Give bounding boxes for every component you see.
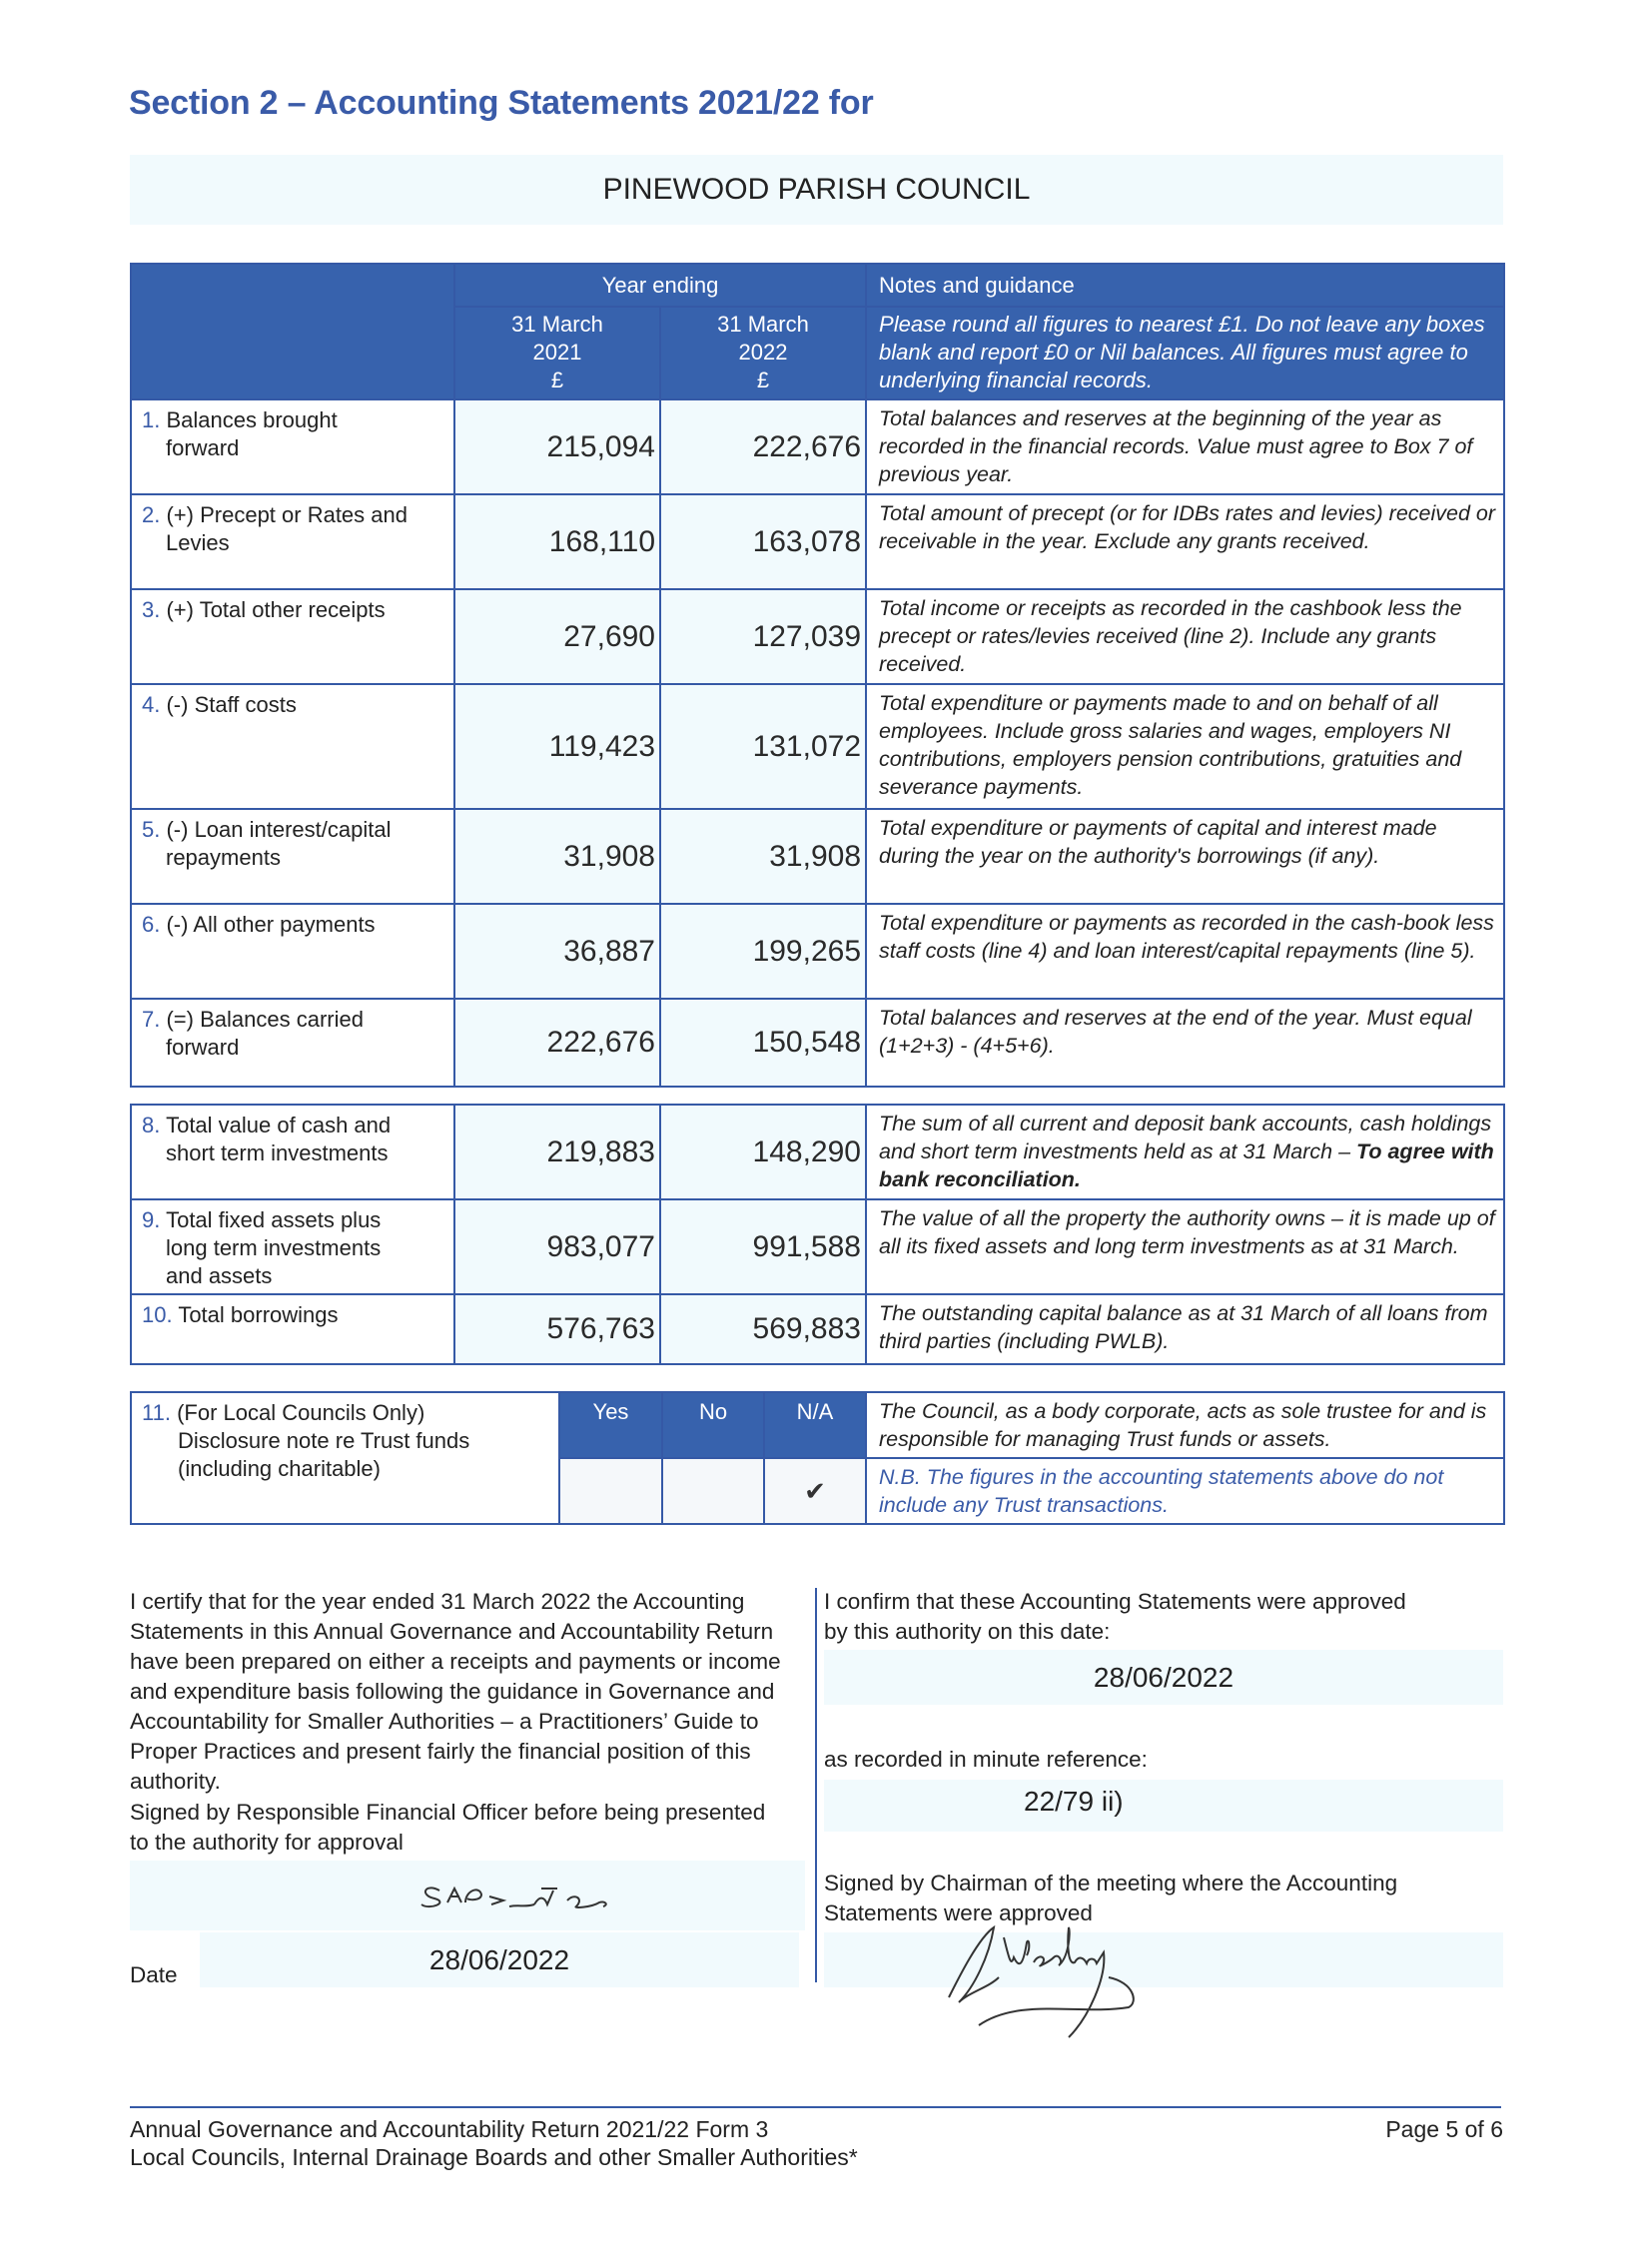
col-2022-header <box>660 307 866 399</box>
row-label-line1: (=) Balances carried <box>166 1007 364 1032</box>
row-label <box>131 399 454 494</box>
row-guidance-note <box>866 684 1504 809</box>
row-label <box>131 589 454 684</box>
value-2021-field[interactable]: 222,676 <box>454 999 660 1087</box>
row-label-line1: (+) Total other receipts <box>166 597 386 622</box>
table-row <box>131 399 1504 494</box>
guidance-header: Please round all figures to nearest £1. Do not leave any boxes blank and report £0 or Nil balances. All figures must agree to underlying financial records. <box>866 307 1504 399</box>
guidance-text: Total expenditure or payments as recorded in the cash-book less staff costs (line 4) and loan interest/capital repayments (line 5). <box>879 911 1494 963</box>
approval-confirm-text: I confirm that these Accounting Statements were approved by this authority on this date: <box>824 1589 1406 1644</box>
row-guidance-note <box>866 589 1504 684</box>
guidance-emphasis: To agree with bank reconciliation. <box>879 1139 1494 1191</box>
rfo-signed-by-text: Signed by Responsible Financial Officer before being presented to the authority for approval <box>130 1800 766 1855</box>
row-number: 3. <box>142 597 161 622</box>
row-label-line2: Levies <box>166 530 230 555</box>
row-number: 4. <box>142 692 161 717</box>
row-label <box>131 494 454 589</box>
value-2021-field[interactable]: 27,690 <box>454 589 660 684</box>
value-2022-field[interactable]: 991,588 <box>660 1199 866 1294</box>
checkmark-icon: ✔ <box>804 1475 826 1506</box>
rfo-date-value: 28/06/2022 <box>428 1943 570 1975</box>
guidance-text: Total amount of precept (or for IDBs rates and levies) received or receivable in the year. Exclude any grants received. <box>879 501 1496 553</box>
row-label-line2: forward <box>166 1035 240 1060</box>
guidance-text: Total balances and reserves at the beginning of the year as recorded in the financial records. Value must agree to Box 7 of previous year. <box>879 406 1473 486</box>
option-no-checkbox[interactable] <box>662 1458 764 1524</box>
col-2022-currency: £ <box>756 368 770 392</box>
trust-label-line2: Disclosure note re Trust funds <box>178 1428 470 1453</box>
authority-name-field <box>130 155 1503 225</box>
column-divider <box>815 1588 817 1982</box>
guidance-text: Total income or receipts as recorded in the cashbook less the precept or rates/levies received (line 2). Include any grants received. <box>879 596 1462 676</box>
row-guidance-note <box>866 1294 1504 1364</box>
row-label <box>131 1294 454 1364</box>
row-number: 9. <box>142 1207 161 1232</box>
rfo-signature-field[interactable] <box>130 1861 805 1930</box>
row-number: 2. <box>142 502 161 527</box>
guidance-text: Total expenditure or payments of capital and interest made during the year on the authority's borrowings (if any). <box>879 816 1437 868</box>
row-number: 6. <box>142 912 161 937</box>
row-label-line3: and assets <box>166 1263 273 1288</box>
rfo-signature-icon <box>130 1861 805 1930</box>
trust-note: The Council, as a body corporate, acts as sole trustee for and is responsible for managing Trust funds or assets. <box>866 1392 1504 1458</box>
table-row <box>131 589 1504 684</box>
page-number: Page 5 of 6 <box>1385 2116 1503 2142</box>
row-label-line2: short term investments <box>166 1140 389 1165</box>
row-number: 8. <box>142 1113 161 1137</box>
trust-nb-note: N.B. The figures in the accounting statements above do not include any Trust transactions. <box>866 1458 1504 1524</box>
table-row <box>131 999 1504 1087</box>
row-label-line1: (-) All other payments <box>166 912 376 937</box>
value-2021-field[interactable]: 119,423 <box>454 684 660 809</box>
value-2021-field[interactable]: 983,077 <box>454 1199 660 1294</box>
row-label <box>131 684 454 809</box>
value-2021-field[interactable]: 31,908 <box>454 809 660 904</box>
row-number: 11. <box>142 1400 171 1425</box>
row-guidance-note <box>866 1199 1504 1294</box>
accounting-statements-table <box>130 263 1505 1088</box>
row-label <box>131 999 454 1087</box>
value-2022-field[interactable]: 163,078 <box>660 494 866 589</box>
chair-signature-icon <box>919 1907 1238 2047</box>
guidance-text: Total expenditure or payments made to and on behalf of all employees. Include gross salaries and wages, employers NI contributions, employers pension contributions, gratuities and severance payments. <box>879 691 1462 799</box>
row-label-line2: repayments <box>166 845 281 870</box>
row-label <box>131 904 454 999</box>
value-2021-field[interactable]: 576,763 <box>454 1294 660 1364</box>
footer-line-2: Local Councils, Internal Drainage Boards and other Smaller Authorities* <box>130 2144 858 2170</box>
table-row <box>131 494 1504 589</box>
col-2021-line2: 2021 <box>532 340 582 365</box>
row-label-line1: (+) Precept or Rates and <box>166 502 408 527</box>
trust-label-line3: (including charitable) <box>178 1456 381 1481</box>
approval-date-value: 28/06/2022 <box>1093 1661 1234 1693</box>
value-2022-field[interactable]: 222,676 <box>660 399 866 494</box>
option-na-checkbox[interactable] <box>764 1458 866 1524</box>
balance-sheet-table <box>130 1104 1505 1365</box>
option-na-header: N/A <box>764 1392 866 1458</box>
trust-label-line1: (For Local Councils Only) <box>177 1400 425 1425</box>
footer-divider <box>130 2106 1501 2108</box>
table-row <box>131 1199 1504 1294</box>
authority-name: PINEWOOD PARISH COUNCIL <box>602 173 1031 206</box>
row-guidance-note <box>866 399 1504 494</box>
rfo-certification-text: I certify that for the year ended 31 March 2022 the Accounting Statements in this Annual Governance and Accountability Return have been prepared on either a receipts and payments or income and expenditure basis following the guidance in Governance and Accountability for Smaller Authorities – a Practitioners’ Guide to Proper Practices and present fairly the financial position of this authority. <box>130 1589 781 1794</box>
value-2021-field[interactable]: 215,094 <box>454 399 660 494</box>
row-guidance-note <box>866 999 1504 1087</box>
trust-funds-table <box>130 1391 1505 1525</box>
row-number: 1. <box>142 407 161 432</box>
row-guidance-note <box>866 494 1504 589</box>
col-2022-line1: 31 March <box>717 312 809 337</box>
row-label-line2: forward <box>166 435 240 460</box>
value-2022-field[interactable]: 131,072 <box>660 684 866 809</box>
trust-label <box>131 1392 559 1524</box>
row-label-line1: Total borrowings <box>178 1302 339 1327</box>
minute-ref-value: 22/79 ii) <box>1024 1786 1124 1817</box>
row-label-line1: (-) Staff costs <box>166 692 297 717</box>
row-label <box>131 1199 454 1294</box>
value-2021-field[interactable]: 36,887 <box>454 904 660 999</box>
row-label-line1: Total fixed assets plus <box>166 1207 382 1232</box>
rfo-date-field[interactable] <box>200 1932 799 1987</box>
guidance-text: The outstanding capital balance as at 31 March of all loans from third parties (including PWLB). <box>879 1301 1488 1353</box>
option-no-header: No <box>662 1392 764 1458</box>
col-2021-header <box>454 307 660 399</box>
row-number: 7. <box>142 1007 161 1032</box>
minute-ref-label: as recorded in minute reference: <box>824 1747 1148 1772</box>
page-title: Section 2 – Accounting Statements 2021/22 for <box>129 84 874 122</box>
table-row <box>131 809 1504 904</box>
row-label-line1: Total value of cash and <box>166 1113 392 1137</box>
date-label: Date <box>130 1962 178 1987</box>
row-guidance-note <box>866 904 1504 999</box>
row-label-line1: (-) Loan interest/capital <box>166 817 392 842</box>
notes-header: Notes and guidance <box>866 264 1504 307</box>
value-2022-field[interactable]: 148,290 <box>660 1105 866 1199</box>
approval-date-field[interactable] <box>824 1650 1503 1705</box>
option-yes-header: Yes <box>559 1392 662 1458</box>
col-2022-line2: 2022 <box>738 340 788 365</box>
row-guidance-note <box>866 809 1504 904</box>
guidance-text: The value of all the property the authority owns – it is made up of all its fixed assets and long term investments as at 31 March. <box>879 1206 1495 1258</box>
col-2021-line1: 31 March <box>511 312 603 337</box>
chair-signed-by-text: Signed by Chairman of the meeting where the Accounting Statements were approved <box>824 1871 1398 1925</box>
header-blank <box>131 264 454 399</box>
table-row <box>131 1294 1504 1364</box>
year-ending-header: Year ending <box>454 264 866 307</box>
row-label <box>131 809 454 904</box>
value-2021-field[interactable]: 168,110 <box>454 494 660 589</box>
option-yes-checkbox[interactable] <box>559 1458 662 1524</box>
footer-form-title <box>130 2115 858 2171</box>
table-row <box>131 684 1504 809</box>
value-2022-field[interactable]: 199,265 <box>660 904 866 999</box>
table-row <box>131 1105 1504 1199</box>
value-2022-field[interactable]: 569,883 <box>660 1294 866 1364</box>
row-label <box>131 1105 454 1199</box>
row-number: 5. <box>142 817 161 842</box>
row-number: 10. <box>142 1302 173 1327</box>
value-2022-field[interactable]: 31,908 <box>660 809 866 904</box>
footer-line-1: Annual Governance and Accountability Return 2021/22 Form 3 <box>130 2116 769 2142</box>
row-label-line1: Balances brought <box>166 407 338 432</box>
col-2021-currency: £ <box>550 368 564 392</box>
row-label-line2: long term investments <box>166 1235 382 1260</box>
value-2022-field[interactable]: 150,548 <box>660 999 866 1087</box>
row-guidance-note <box>866 1105 1504 1199</box>
value-2022-field[interactable]: 127,039 <box>660 589 866 684</box>
value-2021-field[interactable]: 219,883 <box>454 1105 660 1199</box>
minute-ref-field[interactable] <box>824 1780 1503 1832</box>
guidance-text: Total balances and reserves at the end of the year. Must equal (1+2+3) - (4+5+6). <box>879 1006 1472 1058</box>
guidance-text: The sum of all current and deposit bank accounts, cash holdings and short term investments held as at 31 March – <box>879 1112 1492 1163</box>
table-row <box>131 904 1504 999</box>
